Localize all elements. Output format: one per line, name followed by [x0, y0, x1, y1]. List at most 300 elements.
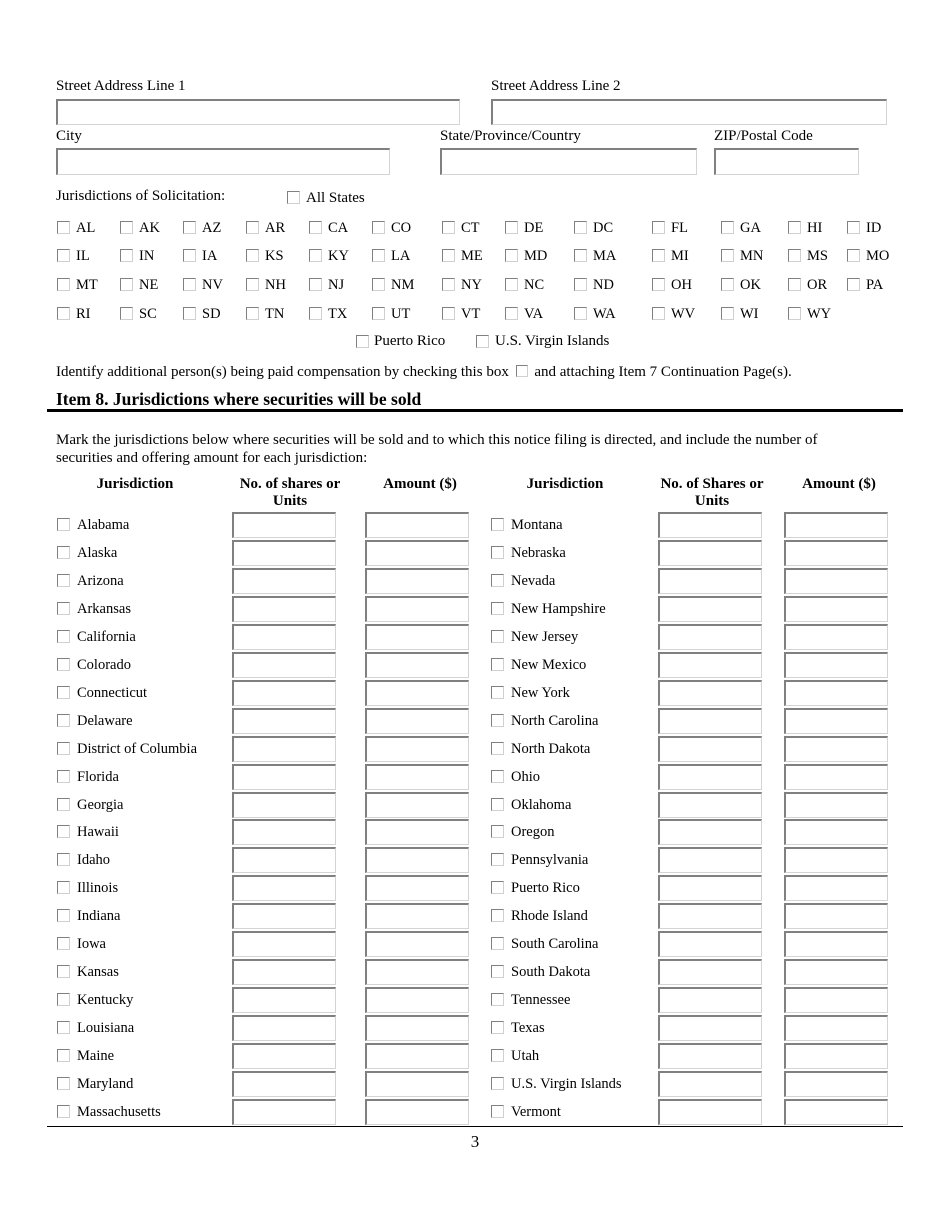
- right-jurisdiction-checkbox[interactable]: [491, 630, 504, 643]
- state-code-label: ME: [461, 248, 483, 264]
- state-code-checkbox-dc[interactable]: [574, 221, 587, 234]
- state-code-label: AK: [139, 220, 160, 236]
- left-shares-input[interactable]: [232, 792, 336, 818]
- left-amount-header: Amount ($): [383, 476, 457, 492]
- right-shares-input[interactable]: [658, 792, 762, 818]
- left-jurisdiction-checkbox[interactable]: [57, 546, 70, 559]
- right-jurisdiction-name: U.S. Virgin Islands: [511, 1076, 622, 1092]
- right-shares-input[interactable]: [658, 1071, 762, 1097]
- state-code-label: KY: [328, 248, 349, 264]
- state-code-checkbox-wv[interactable]: [652, 307, 665, 320]
- right-jurisdiction-checkbox[interactable]: [491, 518, 504, 531]
- right-jurisdiction-header: Jurisdiction: [526, 476, 604, 492]
- right-jurisdiction-name: South Carolina: [511, 936, 599, 952]
- state-code-label: WA: [593, 306, 616, 322]
- item8-title: Item 8. Jurisdictions where securities will be sold: [56, 389, 422, 409]
- state-code-checkbox-il[interactable]: [57, 249, 70, 262]
- left-amount-input[interactable]: [365, 903, 469, 929]
- left-amount-input[interactable]: [365, 1099, 469, 1125]
- right-jurisdiction-checkbox[interactable]: [491, 714, 504, 727]
- left-amount-input[interactable]: [365, 792, 469, 818]
- footer-divider: [47, 1126, 903, 1127]
- state-code-label: GA: [740, 220, 761, 236]
- city-label: City: [56, 128, 82, 144]
- left-shares-input[interactable]: [232, 931, 336, 957]
- left-shares-input[interactable]: [232, 987, 336, 1013]
- left-jurisdiction-checkbox[interactable]: [57, 909, 70, 922]
- left-amount-input[interactable]: [365, 1015, 469, 1041]
- left-jurisdiction-checkbox[interactable]: [57, 825, 70, 838]
- state-code-checkbox-hi[interactable]: [788, 221, 801, 234]
- right-amount-input[interactable]: [784, 819, 888, 845]
- right-shares-input[interactable]: [658, 1043, 762, 1069]
- right-shares-input[interactable]: [658, 931, 762, 957]
- street-address-2-label: Street Address Line 2: [491, 78, 621, 94]
- right-jurisdiction-checkbox[interactable]: [491, 909, 504, 922]
- right-amount-input[interactable]: [784, 1071, 888, 1097]
- identify-additional-text: [56, 364, 792, 381]
- state-code-label: VT: [461, 306, 481, 322]
- right-shares-input[interactable]: [658, 819, 762, 845]
- state-code-checkbox-ga[interactable]: [721, 221, 734, 234]
- virgin-islands-label: U.S. Virgin Islands: [495, 333, 610, 349]
- state-code-checkbox-va[interactable]: [505, 307, 518, 320]
- right-shares-input[interactable]: [658, 987, 762, 1013]
- right-jurisdiction-checkbox[interactable]: [491, 1021, 504, 1034]
- right-shares-input[interactable]: [658, 764, 762, 790]
- right-amount-input[interactable]: [784, 903, 888, 929]
- right-jurisdiction-name: New Jersey: [511, 629, 579, 645]
- right-shares-input[interactable]: [658, 875, 762, 901]
- left-jurisdiction-name: Arizona: [77, 573, 124, 589]
- state-code-label: MS: [807, 248, 828, 264]
- state-code-checkbox-mt[interactable]: [57, 278, 70, 291]
- left-jurisdiction-name: Kentucky: [77, 992, 134, 1008]
- left-shares-input[interactable]: [232, 875, 336, 901]
- right-jurisdiction-name: Nebraska: [511, 545, 566, 561]
- right-jurisdiction-checkbox[interactable]: [491, 965, 504, 978]
- state-code-checkbox-nj[interactable]: [309, 278, 322, 291]
- state-code-checkbox-ut[interactable]: [372, 307, 385, 320]
- left-jurisdiction-checkbox[interactable]: [57, 574, 70, 587]
- state-code-label: SC: [139, 306, 157, 322]
- left-jurisdiction-name: Alaska: [77, 545, 118, 561]
- state-code-label: SD: [202, 306, 221, 322]
- left-shares-input[interactable]: [232, 903, 336, 929]
- left-shares-input[interactable]: [232, 652, 336, 678]
- right-amount-input[interactable]: [784, 875, 888, 901]
- state-code-checkbox-pa[interactable]: [847, 278, 860, 291]
- all-states-checkbox[interactable]: [287, 191, 300, 204]
- right-amount-input[interactable]: [784, 1015, 888, 1041]
- puerto-rico-checkbox[interactable]: [356, 335, 369, 348]
- state-code-checkbox-al[interactable]: [57, 221, 70, 234]
- state-code-label: TX: [328, 306, 348, 322]
- right-jurisdiction-name: Pennsylvania: [511, 852, 589, 868]
- right-jurisdiction-name: Nevada: [511, 573, 556, 589]
- state-code-checkbox-sd[interactable]: [183, 307, 196, 320]
- state-code-label: CO: [391, 220, 412, 236]
- right-jurisdiction-name: South Dakota: [511, 964, 591, 980]
- right-jurisdiction-name: Montana: [511, 517, 563, 533]
- state-code-checkbox-ca[interactable]: [309, 221, 322, 234]
- right-shares-header: No. of Shares or Units: [660, 476, 764, 509]
- state-code-checkbox-nc[interactable]: [505, 278, 518, 291]
- state-code-checkbox-nm[interactable]: [372, 278, 385, 291]
- left-amount-input[interactable]: [365, 568, 469, 594]
- state-code-checkbox-ct[interactable]: [442, 221, 455, 234]
- right-jurisdiction-name: North Carolina: [511, 713, 599, 729]
- right-jurisdiction-checkbox[interactable]: [491, 853, 504, 866]
- state-code-label: LA: [391, 248, 411, 264]
- right-amount-input[interactable]: [784, 540, 888, 566]
- left-jurisdiction-checkbox[interactable]: [57, 770, 70, 783]
- left-jurisdiction-name: Hawaii: [77, 824, 119, 840]
- left-jurisdiction-name: Iowa: [77, 936, 106, 952]
- state-code-checkbox-nv[interactable]: [183, 278, 196, 291]
- state-code-checkbox-in[interactable]: [120, 249, 133, 262]
- left-shares-input[interactable]: [232, 847, 336, 873]
- left-jurisdiction-checkbox[interactable]: [57, 1021, 70, 1034]
- state-code-checkbox-ri[interactable]: [57, 307, 70, 320]
- left-shares-input[interactable]: [232, 1043, 336, 1069]
- right-jurisdiction-checkbox[interactable]: [491, 686, 504, 699]
- state-code-checkbox-wa[interactable]: [574, 307, 587, 320]
- state-code-label: IL: [76, 248, 90, 264]
- right-shares-input[interactable]: [658, 512, 762, 538]
- left-shares-input[interactable]: [232, 596, 336, 622]
- state-code-label: FL: [671, 220, 688, 236]
- right-jurisdiction-checkbox[interactable]: [491, 574, 504, 587]
- left-amount-input[interactable]: [365, 764, 469, 790]
- left-shares-input[interactable]: [232, 512, 336, 538]
- right-amount-header: Amount ($): [802, 476, 876, 492]
- left-jurisdiction-checkbox[interactable]: [57, 853, 70, 866]
- state-code-label: DC: [593, 220, 614, 236]
- right-amount-input[interactable]: [784, 987, 888, 1013]
- right-jurisdiction-name: Tennessee: [511, 992, 571, 1008]
- state-code-label: KS: [265, 248, 284, 264]
- left-jurisdiction-checkbox[interactable]: [57, 518, 70, 531]
- right-shares-input[interactable]: [658, 568, 762, 594]
- right-amount-input[interactable]: [784, 792, 888, 818]
- state-code-checkbox-wy[interactable]: [788, 307, 801, 320]
- left-amount-input[interactable]: [365, 1071, 469, 1097]
- identify-text-after: and attaching Item 7 Continuation Page(s).: [534, 364, 792, 380]
- state-code-label: DE: [524, 220, 544, 236]
- left-jurisdiction-checkbox[interactable]: [57, 881, 70, 894]
- left-jurisdiction-name: Indiana: [77, 908, 121, 924]
- left-jurisdiction-name: Colorado: [77, 657, 131, 673]
- left-jurisdiction-checkbox[interactable]: [57, 937, 70, 950]
- right-amount-input[interactable]: [784, 1099, 888, 1125]
- left-amount-input[interactable]: [365, 512, 469, 538]
- right-shares-input[interactable]: [658, 652, 762, 678]
- state-code-checkbox-id[interactable]: [847, 221, 860, 234]
- left-jurisdiction-checkbox[interactable]: [57, 658, 70, 671]
- left-amount-input[interactable]: [365, 847, 469, 873]
- state-code-label: NE: [139, 277, 159, 293]
- state-code-label: RI: [76, 306, 91, 322]
- left-amount-input[interactable]: [365, 875, 469, 901]
- left-jurisdiction-checkbox[interactable]: [57, 965, 70, 978]
- state-code-label: PA: [866, 277, 884, 293]
- right-jurisdiction-checkbox[interactable]: [491, 658, 504, 671]
- right-amount-input[interactable]: [784, 736, 888, 762]
- state-code-checkbox-fl[interactable]: [652, 221, 665, 234]
- state-code-checkbox-de[interactable]: [505, 221, 518, 234]
- state-code-label: MD: [524, 248, 548, 264]
- state-province-input[interactable]: [440, 148, 697, 175]
- right-jurisdiction-checkbox[interactable]: [491, 798, 504, 811]
- left-amount-input[interactable]: [365, 596, 469, 622]
- left-jurisdiction-checkbox[interactable]: [57, 1049, 70, 1062]
- left-jurisdiction-name: Maine: [77, 1048, 115, 1064]
- state-code-checkbox-tx[interactable]: [309, 307, 322, 320]
- left-jurisdiction-checkbox[interactable]: [57, 993, 70, 1006]
- state-code-checkbox-wi[interactable]: [721, 307, 734, 320]
- state-code-label: MI: [671, 248, 689, 264]
- right-jurisdiction-name: Oregon: [511, 824, 555, 840]
- right-shares-input[interactable]: [658, 1099, 762, 1125]
- state-code-checkbox-nd[interactable]: [574, 278, 587, 291]
- right-jurisdiction-name: Vermont: [511, 1104, 561, 1120]
- state-code-checkbox-ne[interactable]: [120, 278, 133, 291]
- state-code-checkbox-ar[interactable]: [246, 221, 259, 234]
- left-jurisdiction-name: Illinois: [77, 880, 119, 896]
- state-code-label: AR: [265, 220, 286, 236]
- item8-divider: [47, 409, 903, 412]
- state-code-checkbox-ky[interactable]: [309, 249, 322, 262]
- state-code-label: WY: [807, 306, 832, 322]
- right-jurisdiction-checkbox[interactable]: [491, 742, 504, 755]
- left-amount-input[interactable]: [365, 931, 469, 957]
- left-amount-input[interactable]: [365, 987, 469, 1013]
- left-jurisdiction-name: Louisiana: [77, 1020, 135, 1036]
- right-amount-input[interactable]: [784, 847, 888, 873]
- right-jurisdiction-checkbox[interactable]: [491, 602, 504, 615]
- state-code-label: AL: [76, 220, 96, 236]
- left-amount-input[interactable]: [365, 540, 469, 566]
- right-jurisdiction-checkbox[interactable]: [491, 770, 504, 783]
- state-code-checkbox-az[interactable]: [183, 221, 196, 234]
- right-jurisdiction-name: New Hampshire: [511, 601, 606, 617]
- left-jurisdiction-name: Massachusetts: [77, 1104, 161, 1120]
- right-jurisdiction-checkbox[interactable]: [491, 993, 504, 1006]
- state-code-checkbox-vt[interactable]: [442, 307, 455, 320]
- left-shares-input[interactable]: [232, 736, 336, 762]
- left-jurisdiction-name: Delaware: [77, 713, 133, 729]
- state-province-label: State/Province/Country: [440, 128, 581, 144]
- state-code-checkbox-ak[interactable]: [120, 221, 133, 234]
- right-amount-input[interactable]: [784, 764, 888, 790]
- state-code-checkbox-mo[interactable]: [847, 249, 860, 262]
- left-shares-input[interactable]: [232, 624, 336, 650]
- right-amount-input[interactable]: [784, 596, 888, 622]
- left-jurisdiction-name: Kansas: [77, 964, 119, 980]
- right-jurisdiction-checkbox[interactable]: [491, 1105, 504, 1118]
- left-jurisdiction-checkbox[interactable]: [57, 630, 70, 643]
- right-amount-input[interactable]: [784, 959, 888, 985]
- city-input[interactable]: [56, 148, 390, 175]
- left-jurisdiction-checkbox[interactable]: [57, 1077, 70, 1090]
- right-amount-input[interactable]: [784, 931, 888, 957]
- left-amount-input[interactable]: [365, 819, 469, 845]
- state-code-label: IA: [202, 248, 218, 264]
- right-shares-input[interactable]: [658, 959, 762, 985]
- left-jurisdiction-name: Idaho: [77, 852, 111, 868]
- puerto-rico-label: Puerto Rico: [374, 333, 446, 349]
- state-code-label: WI: [740, 306, 759, 322]
- right-shares-input[interactable]: [658, 624, 762, 650]
- identify-text-before: Identify additional person(s) being paid compensation by checking this box: [56, 364, 509, 380]
- state-code-label: OR: [807, 277, 828, 293]
- state-code-checkbox-mi[interactable]: [652, 249, 665, 262]
- state-code-checkbox-me[interactable]: [442, 249, 455, 262]
- state-code-checkbox-ks[interactable]: [246, 249, 259, 262]
- right-amount-input[interactable]: [784, 568, 888, 594]
- right-shares-input[interactable]: [658, 847, 762, 873]
- state-code-label: MN: [740, 248, 764, 264]
- right-jurisdiction-name: Utah: [511, 1048, 540, 1064]
- right-jurisdiction-checkbox[interactable]: [491, 937, 504, 950]
- right-amount-input[interactable]: [784, 1043, 888, 1069]
- page-number: 3: [470, 1132, 480, 1151]
- state-code-label: VA: [524, 306, 544, 322]
- left-amount-input[interactable]: [365, 624, 469, 650]
- state-code-checkbox-ok[interactable]: [721, 278, 734, 291]
- right-amount-input[interactable]: [784, 624, 888, 650]
- state-code-checkbox-co[interactable]: [372, 221, 385, 234]
- state-code-label: WV: [671, 306, 696, 322]
- right-jurisdiction-checkbox[interactable]: [491, 825, 504, 838]
- left-jurisdiction-name: Alabama: [77, 517, 130, 533]
- state-code-label: UT: [391, 306, 411, 322]
- right-jurisdiction-checkbox[interactable]: [491, 881, 504, 894]
- right-jurisdiction-name: North Dakota: [511, 741, 591, 757]
- left-amount-input[interactable]: [365, 680, 469, 706]
- state-code-checkbox-ms[interactable]: [788, 249, 801, 262]
- left-shares-input[interactable]: [232, 1015, 336, 1041]
- state-code-label: NV: [202, 277, 223, 293]
- right-amount-input[interactable]: [784, 708, 888, 734]
- left-jurisdiction-checkbox[interactable]: [57, 1105, 70, 1118]
- state-code-label: TN: [265, 306, 285, 322]
- left-shares-input[interactable]: [232, 568, 336, 594]
- left-shares-input[interactable]: [232, 708, 336, 734]
- left-amount-input[interactable]: [365, 708, 469, 734]
- right-jurisdiction-name: Rhode Island: [511, 908, 588, 924]
- left-jurisdiction-checkbox[interactable]: [57, 798, 70, 811]
- state-code-label: CT: [461, 220, 480, 236]
- state-code-label: NH: [265, 277, 286, 293]
- state-code-label: IN: [139, 248, 155, 264]
- left-shares-input[interactable]: [232, 1071, 336, 1097]
- street-address-1-input[interactable]: [56, 99, 460, 125]
- state-code-checkbox-tn[interactable]: [246, 307, 259, 320]
- left-jurisdiction-checkbox[interactable]: [57, 602, 70, 615]
- zip-input[interactable]: [714, 148, 859, 175]
- left-shares-input[interactable]: [232, 764, 336, 790]
- left-amount-input[interactable]: [365, 736, 469, 762]
- right-jurisdiction-checkbox[interactable]: [491, 1077, 504, 1090]
- all-states-label: All States: [306, 190, 365, 206]
- state-code-label: OH: [671, 277, 692, 293]
- street-address-2-input[interactable]: [491, 99, 887, 125]
- right-jurisdiction-name: Puerto Rico: [511, 880, 580, 896]
- right-jurisdiction-name: Oklahoma: [511, 797, 572, 813]
- left-jurisdiction-header: Jurisdiction: [96, 476, 174, 492]
- left-jurisdiction-name: California: [77, 629, 136, 645]
- state-code-checkbox-or[interactable]: [788, 278, 801, 291]
- state-code-label: ND: [593, 277, 614, 293]
- right-amount-input[interactable]: [784, 512, 888, 538]
- right-shares-input[interactable]: [658, 903, 762, 929]
- left-jurisdiction-name: District of Columbia: [77, 741, 198, 757]
- state-code-checkbox-sc[interactable]: [120, 307, 133, 320]
- left-amount-input[interactable]: [365, 652, 469, 678]
- state-code-label: HI: [807, 220, 823, 236]
- state-code-checkbox-ia[interactable]: [183, 249, 196, 262]
- left-jurisdiction-checkbox[interactable]: [57, 742, 70, 755]
- right-jurisdiction-name: New Mexico: [511, 657, 587, 673]
- right-shares-input[interactable]: [658, 680, 762, 706]
- left-amount-input[interactable]: [365, 1043, 469, 1069]
- state-code-checkbox-md[interactable]: [505, 249, 518, 262]
- additional-persons-checkbox[interactable]: [516, 365, 528, 377]
- zip-label: ZIP/Postal Code: [714, 128, 813, 144]
- right-shares-input[interactable]: [658, 1015, 762, 1041]
- right-shares-input[interactable]: [658, 708, 762, 734]
- state-code-label: MA: [593, 248, 617, 264]
- right-shares-input[interactable]: [658, 736, 762, 762]
- state-code-label: NY: [461, 277, 482, 293]
- left-shares-input[interactable]: [232, 819, 336, 845]
- right-jurisdiction-checkbox[interactable]: [491, 546, 504, 559]
- state-code-label: ID: [866, 220, 882, 236]
- right-shares-input[interactable]: [658, 540, 762, 566]
- left-jurisdiction-name: Georgia: [77, 797, 124, 813]
- left-amount-input[interactable]: [365, 959, 469, 985]
- state-code-checkbox-nh[interactable]: [246, 278, 259, 291]
- right-amount-input[interactable]: [784, 652, 888, 678]
- left-jurisdiction-name: Connecticut: [77, 685, 148, 701]
- left-shares-input[interactable]: [232, 959, 336, 985]
- state-code-checkbox-ma[interactable]: [574, 249, 587, 262]
- state-code-checkbox-la[interactable]: [372, 249, 385, 262]
- right-shares-input[interactable]: [658, 596, 762, 622]
- left-jurisdiction-name: Florida: [77, 769, 119, 785]
- left-jurisdiction-checkbox[interactable]: [57, 686, 70, 699]
- state-code-label: CA: [328, 220, 349, 236]
- street-address-1-label: Street Address Line 1: [56, 78, 186, 94]
- left-shares-input[interactable]: [232, 1099, 336, 1125]
- solicitation-label: Jurisdictions of Solicitation:: [56, 188, 226, 204]
- state-code-label: NC: [524, 277, 545, 293]
- left-shares-input[interactable]: [232, 540, 336, 566]
- state-code-checkbox-oh[interactable]: [652, 278, 665, 291]
- state-code-checkbox-ny[interactable]: [442, 278, 455, 291]
- left-jurisdiction-checkbox[interactable]: [57, 714, 70, 727]
- virgin-islands-checkbox[interactable]: [476, 335, 489, 348]
- state-code-label: NM: [391, 277, 415, 293]
- left-shares-input[interactable]: [232, 680, 336, 706]
- left-shares-header: No. of shares or Units: [239, 476, 341, 509]
- state-code-checkbox-mn[interactable]: [721, 249, 734, 262]
- right-amount-input[interactable]: [784, 680, 888, 706]
- left-jurisdiction-name: Arkansas: [77, 601, 131, 617]
- right-jurisdiction-checkbox[interactable]: [491, 1049, 504, 1062]
